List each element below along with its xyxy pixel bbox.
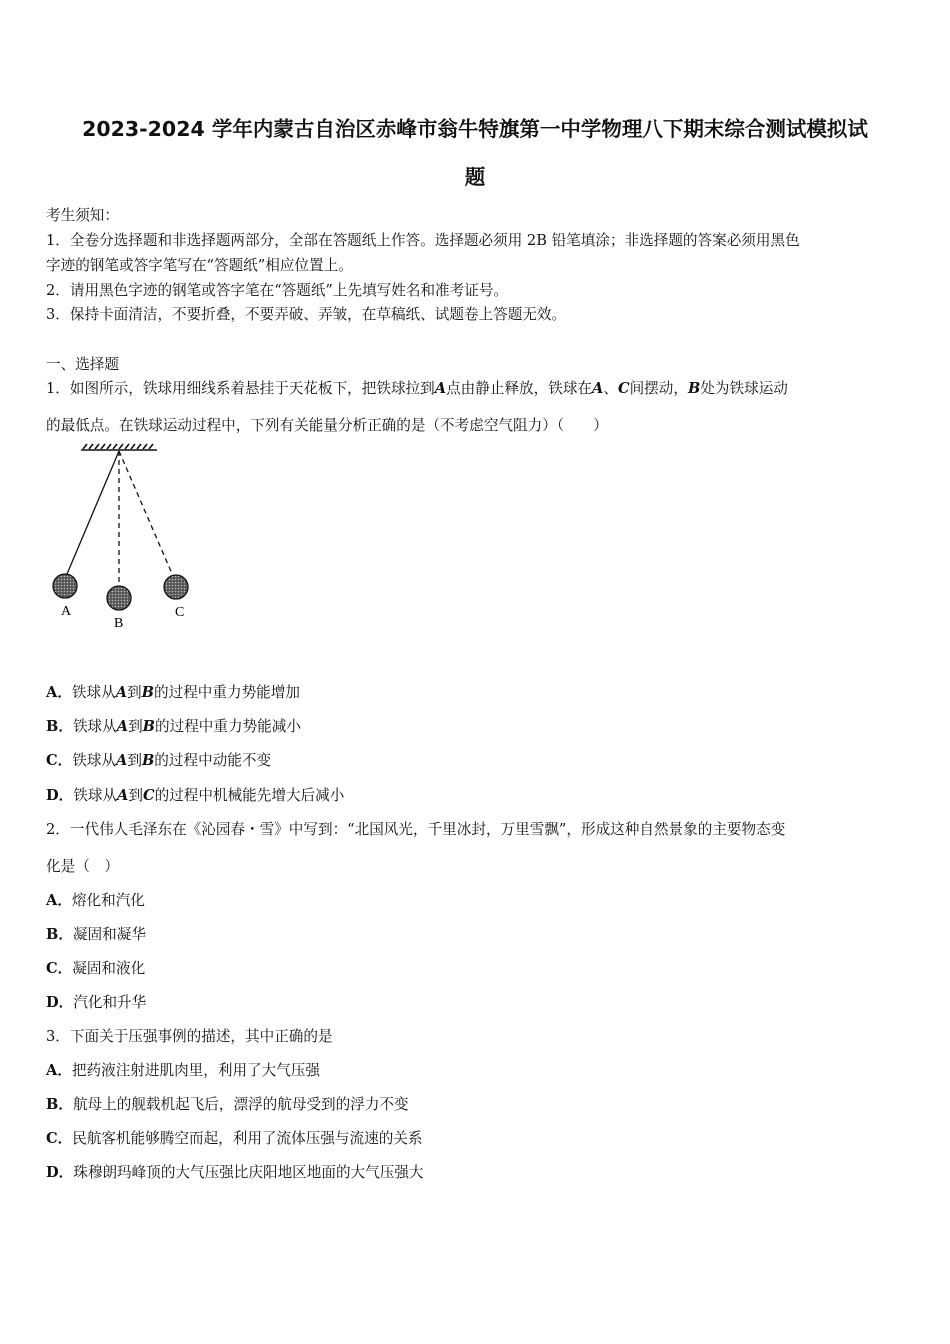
ball-a [53,574,77,598]
option-letter: C． [46,960,73,977]
option-letter: A． [46,684,72,701]
option-text: 把药液注射进肌肉里，利用了大气压强 [71,1062,321,1079]
exam-title-line-2: 题 [464,165,486,189]
option-letter: D． [46,994,74,1011]
question-2-stem-line-1: 2．一代伟人毛泽东在《沁园春・雪》中写到：“北国风光，千里冰封，万里雪飘”，形成这种自然景象的主要物态变 [46,821,786,838]
q1-option-c [46,749,271,770]
ball-c [164,575,188,599]
option-letter: B． [46,718,73,735]
notice-item-3: 3．保持卡面清洁，不要折叠，不要弄破、弄皱，在草稿纸、试题卷上答题无效。 [46,306,567,323]
option-text: 凝固和凝华 [72,926,146,943]
option-text: 铁球从 [72,718,117,735]
ceiling-hatching [83,444,153,449]
q1-option-a [46,681,300,702]
ball-b [107,586,131,610]
q1-point-b: B [687,380,701,397]
label-a: A [61,604,72,619]
option-text: 航母上的舰载机起飞后，漂浮的航母受到的浮力不变 [72,1096,409,1113]
option-letter: C． [46,1130,73,1147]
option-text: 铁球从 [73,787,118,804]
q1-stem-part: 1．如图所示，铁球用细线系着悬挂于天花板下，把铁球拉到 [46,380,435,397]
label-c: C [175,605,185,620]
option-letter: A． [46,892,72,909]
option-var: B [141,752,155,769]
option-text: 的过程中重力势能减小 [155,718,301,735]
string-to-c [119,451,173,576]
option-text: 珠穆朗玛峰顶的大气压强比庆阳地区地面的大气压强大 [73,1164,424,1181]
q3-option-a [46,1059,320,1080]
option-text: 熔化和汽化 [71,892,145,909]
option-text: 到 [127,752,142,769]
string-to-a [67,451,119,574]
q1-option-b [46,715,301,736]
option-letter: B． [46,926,73,943]
notice-item-1-line-2: 字迹的钢笔或答字笔写在“答题纸”相应位置上。 [46,257,353,274]
option-text: 到 [128,718,143,735]
q3-option-b [46,1093,409,1114]
option-text: 民航客机能够腾空而起，利用了流体压强与流速的关系 [72,1130,423,1147]
q2-option-d [46,991,146,1012]
question-1-stem-line-1 [46,377,788,398]
q2-option-a [46,889,145,910]
notice-heading: 考生须知： [46,207,119,224]
option-text: 到 [128,787,143,804]
q1-stem-part: 处为铁球运动 [700,380,788,397]
option-text: 铁球从 [71,684,116,701]
option-letter: C． [46,752,73,769]
question-2-stem-line-2: 化是（ ） [46,858,119,875]
option-var: B [141,684,154,701]
section-heading: 一、选择题 [46,356,119,373]
option-text: 的过程中动能不变 [154,752,272,769]
option-letter: B． [46,1096,73,1113]
q3-option-d [46,1161,424,1182]
q2-option-b [46,923,146,944]
pendulum-figure [45,440,205,640]
option-var: B [142,718,156,735]
option-text: 汽化和升华 [73,994,147,1011]
option-text: 到 [127,684,142,701]
option-var: A [117,787,129,804]
option-letter: D． [46,1164,74,1181]
q1-stem-part: 、 [603,380,618,397]
question-1-stem-line-2: 的最低点。在铁球运动过程中，下列有关能量分析正确的是（不考虑空气阻力）（ ） [46,417,608,434]
option-var: A [115,684,128,701]
q1-point-c: C [617,380,630,397]
notice-item-1-line-1: 1．全卷分选择题和非选择题两部分，全部在答题纸上作答。选择题必须用 2B 铅笔填涂；非选择题的答案必须用黑色 [46,232,800,249]
q1-stem-part: 间摆动， [629,380,688,397]
option-text: 铁球从 [72,752,117,769]
question-3-stem: 3．下面关于压强事例的描述，其中正确的是 [46,1028,333,1045]
option-letter: A． [46,1062,72,1079]
q2-option-c [46,957,145,978]
option-text: 的过程中重力势能增加 [154,684,300,701]
q1-option-d [46,784,344,805]
q1-point-a: A [434,380,447,397]
option-var: A [116,752,128,769]
exam-title-line-1: 2023-2024 学年内蒙古自治区赤峰市翁牛特旗第一中学物理八下期末综合测试模拟试 [82,117,868,141]
q1-point-a: A [592,380,604,397]
q3-option-c [46,1127,422,1148]
option-var: C [142,787,155,804]
option-letter: D． [46,787,74,804]
option-text: 的过程中机械能先增大后减小 [154,787,345,804]
option-var: A [116,718,129,735]
notice-item-2: 2．请用黑色字迹的钢笔或答字笔在“答题纸”上先填写姓名和准考证号。 [46,282,509,299]
label-b: B [114,616,124,631]
option-text: 凝固和液化 [72,960,146,977]
q1-stem-part: 点由静止释放，铁球在 [446,380,593,397]
